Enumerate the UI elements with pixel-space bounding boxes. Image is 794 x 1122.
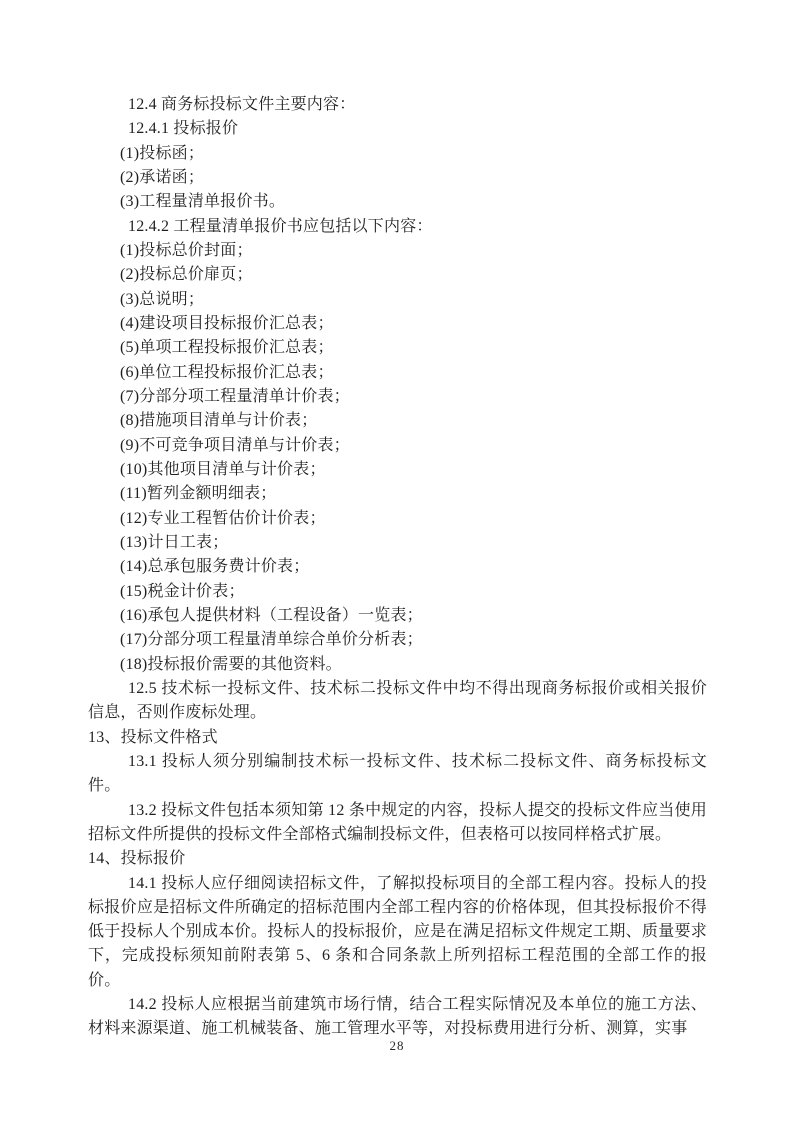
paragraph: (1)投标函；	[120, 144, 205, 162]
paragraph: (2)投标总价扉页；	[120, 266, 253, 284]
paragraph: (9)不可竞争项目清单与计价表；	[120, 436, 350, 454]
paragraph: (13)计日工表；	[120, 533, 229, 551]
paragraph: (12)专业工程暂估价计价表；	[120, 509, 326, 527]
paragraph: 12.5 技术标一投标文件、技术标二投标文件中均不得出现商务标报价或相关报价信息，否则作废标处理。	[88, 679, 707, 722]
paragraph: (1)投标总价封面；	[120, 241, 253, 259]
paragraph: 14、投标报价	[88, 850, 186, 868]
paragraph: 13.2 投标文件包括本须知第 12 条中规定的内容，投标人提交的投标文件应当使用招标文件所提供的投标文件全部格式编制投标文件，但表格可以按同样格式扩展。	[88, 801, 707, 843]
document-body	[88, 93, 707, 1042]
paragraph: (2)承诺函；	[120, 168, 205, 186]
paragraph: (16)承包人提供材料（工程设备）一览表；	[120, 606, 423, 624]
paragraph: 14.1 投标人应仔细阅读招标文件，了解拟投标项目的全部工程内容。投标人的投标报价应是招标文件所确定的招标范围内全部工程内容的价格体现，但其投标报价不得低于投标人个别成本价。投标人的投标报价，应是在满足招标文件规定工期、质量要求下，完成投标须知前附表第 5、6 条和合同条款上所列招标工程范围的全部工作的报价。	[88, 874, 707, 989]
page-number: 28	[389, 1038, 405, 1053]
paragraph: (3)总说明；	[120, 290, 205, 308]
paragraph: (15)税金计价表；	[120, 582, 245, 600]
paragraph: (17)分部分项工程量清单综合单价分析表；	[120, 631, 423, 649]
paragraph: 13.1 投标人须分别编制技术标一投标文件、技术标二投标文件、商务标投标文件。	[88, 752, 707, 795]
paragraph: 13、投标文件格式	[88, 728, 218, 746]
paragraph: (10)其他项目清单与计价表；	[120, 460, 326, 478]
paragraph: (4)建设项目投标报价汇总表；	[120, 314, 334, 332]
paragraph: 12.4.2 工程量清单报价书应包括以下内容：	[128, 217, 433, 235]
paragraph: (11)暂列金额明细表；	[120, 485, 277, 503]
paragraph: (14)总承包服务费计价表；	[120, 558, 310, 576]
paragraph: 14.2 投标人应根据当前建筑市场行情，结合工程实际情况及本单位的施工方法、材料来源渠道、施工机械装备、施工管理水平等，对投标费用进行分析、测算，实事	[88, 996, 707, 1038]
paragraph: 12.4 商务标投标文件主要内容：	[128, 96, 356, 113]
paragraph: (3)工程量清单报价书。	[120, 193, 286, 211]
paragraph: 12.4.1 投标报价	[128, 120, 239, 138]
paragraph: (7)分部分项工程量清单计价表；	[120, 387, 350, 405]
paragraph: (6)单位工程投标报价汇总表；	[120, 363, 334, 381]
paragraph: (8)措施项目清单与计价表；	[120, 412, 318, 430]
paragraph: (5)单项工程投标报价汇总表；	[120, 339, 334, 357]
paragraph: (18)投标报价需要的其他资料。	[120, 655, 342, 673]
